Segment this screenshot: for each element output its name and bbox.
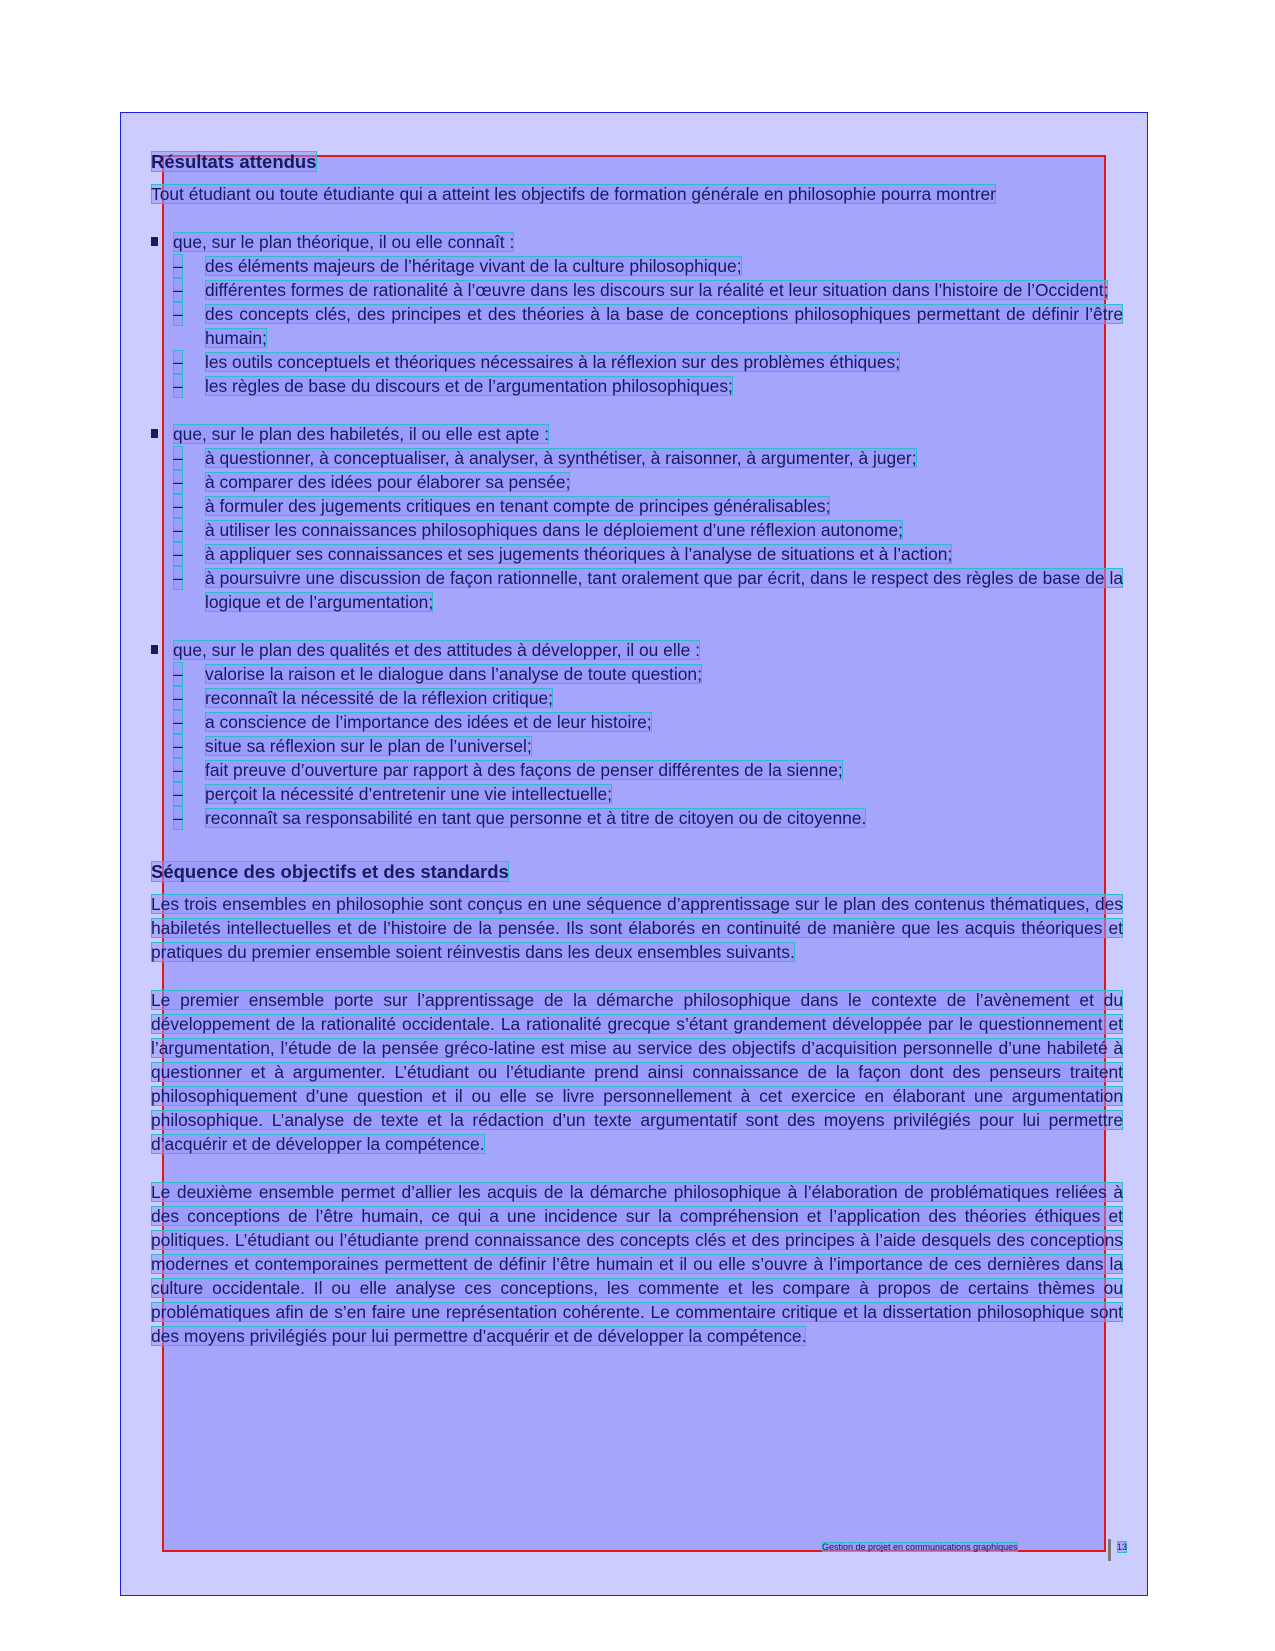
- bullet-group-qualites: que, sur le plan des qualités et des attitudes à développer, il ou elle :: [151, 638, 1123, 662]
- list-item: – reconnaît sa responsabilité en tant que personne et à titre de citoyen ou de citoyenne.: [173, 808, 867, 828]
- list-item: – a conscience de l’importance des idées et de leur histoire;: [173, 712, 652, 732]
- page-footer: [822, 1541, 1128, 1553]
- list-item: – des concepts clés, des principes et des théories à la base de conceptions philosophiques permettant de définir l’être humain;: [173, 304, 1123, 348]
- list-item: – à poursuivre une discussion de façon rationnelle, tant oralement que par écrit, dans le respect des règles de base de la logique et de l’argumentation;: [173, 568, 1123, 612]
- section-heading-resultats: Résultats attendus: [151, 151, 317, 172]
- list-item: – à questionner, à conceptualiser, à analyser, à synthétiser, à raisonner, à argumenter, à juger;: [173, 448, 917, 468]
- bullet-icon: [151, 645, 158, 654]
- footer-separator: [1108, 1539, 1111, 1561]
- list-item: – à appliquer ses connaissances et ses jugements théoriques à l’analyse de situations et à l’action;: [173, 544, 953, 564]
- list-item: – fait preuve d’ouverture par rapport à des façons de penser différentes de la sienne;: [173, 760, 843, 780]
- section-heading-sequence: Séquence des objectifs et des standards: [151, 861, 509, 882]
- list-item: – les outils conceptuels et théoriques nécessaires à la réflexion sur des problèmes éthiques;: [173, 352, 901, 372]
- body-paragraph: Le deuxième ensemble permet d’allier les acquis de la démarche philosophique à l’élaboration de problématiques reliées à des conceptions de l’être humain, ce qui a une incidence sur la compréhension et l’application des théories éthiques et politiques. L’étudiant ou l’étudiante prend connaissance des concepts clés et des principes à l’aide desquels des conceptions modernes et contemporaines permettent de définir l’être humain et il ou elle s’ouvre à l’importance de ces dernières dans la culture occidentale. Il ou elle analyse ces conceptions, les commente et les compare à propos de certains thèmes ou problématiques afin de s’en faire une représentation cohérente. Le commentaire critique et la dissertation philosophique sont des moyens privilégiés pour lui permettre d’acquérir et de développer la compétence.: [151, 1182, 1123, 1346]
- list-theorique: [151, 254, 1123, 398]
- list-habiletes: [151, 446, 1123, 614]
- list-item: – reconnaît la nécessité de la réflexion critique;: [173, 688, 554, 708]
- bullet-group-habiletes: que, sur le plan des habiletés, il ou elle est apte :: [151, 422, 1123, 446]
- list-item: – à comparer des idées pour élaborer sa pensée;: [173, 472, 571, 492]
- intro-paragraph: Tout étudiant ou toute étudiante qui a atteint les objectifs de formation générale en philosophie pourra montrer: [151, 184, 996, 204]
- footer-text: Gestion de projet en communications graphiques: [822, 1542, 1018, 1552]
- list-item: – à formuler des jugements critiques en tenant compte de principes généralisables;: [173, 496, 831, 516]
- bullet-icon: [151, 429, 158, 438]
- page-number: 13: [1117, 1542, 1128, 1552]
- body-paragraph: Le premier ensemble porte sur l’apprentissage de la démarche philosophique dans le contexte de l’avènement et du développement de la rationalité occidentale. La rationalité grecque s’étant grandement développée par le questionnement et l’argumentation, l’étude de la pensée gréco-latine est mise au service des objectifs d’acquisition personnelle d’une habileté à questionner et à argumenter. L’étudiant ou l’étudiante prend ainsi connaissance de la façon dont des penseurs traitent philosophiquement d’une question et il ou elle se livre personnellement à cet exercice en élaborant une argumentation philosophique. L’analyse de texte et la rédaction d’un texte argumentatif sont des moyens privilégiés pour lui permettre d’acquérir et de développer la compétence.: [151, 990, 1123, 1154]
- list-item: – à utiliser les connaissances philosophiques dans le déploiement d’une réflexion autonome;: [173, 520, 904, 540]
- list-item: – des éléments majeurs de l’héritage vivant de la culture philosophique;: [173, 256, 742, 276]
- body-paragraph: Les trois ensembles en philosophie sont conçus en une séquence d’apprentissage sur le plan des contenus thématiques, des habiletés intellectuelles et de l’histoire de la pensée. Ils sont élaborés en continuité de manière que les acquis théoriques et pratiques du premier ensemble soient réinvestis dans les deux ensembles suivants.: [151, 894, 1123, 962]
- bullet-group-theorique: que, sur le plan théorique, il ou elle connaît :: [151, 230, 1123, 254]
- list-qualites: [151, 662, 1123, 830]
- list-item: – situe sa réflexion sur le plan de l’universel;: [173, 736, 532, 756]
- list-item: – perçoit la nécessité d’entretenir une vie intellectuelle;: [173, 784, 612, 804]
- document-body: [151, 150, 1123, 1348]
- list-item: – valorise la raison et le dialogue dans l’analyse de toute question;: [173, 664, 702, 684]
- bullet-icon: [151, 237, 158, 246]
- list-item: – les règles de base du discours et de l’argumentation philosophiques;: [173, 376, 733, 396]
- list-item: – différentes formes de rationalité à l’œuvre dans les discours sur la réalité et leur situation dans l’histoire de l’Occident;: [173, 280, 1109, 300]
